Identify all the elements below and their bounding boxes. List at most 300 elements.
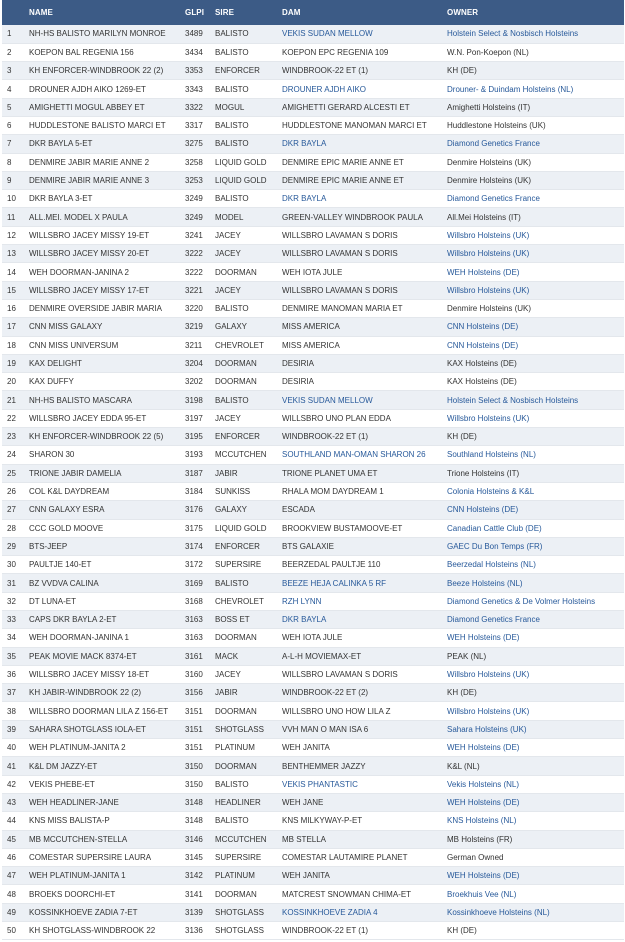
cell-dam: ESCADA — [278, 501, 443, 519]
cell-dam[interactable]: VEKIS SUDAN MELLOW — [278, 391, 443, 409]
cell-dam: DENMIRE EPIC MARIE ANNE ET — [278, 171, 443, 189]
cell-sire: SHOTGLASS — [211, 903, 278, 921]
cell-glpi: 3150 — [181, 757, 211, 775]
cell-name: DT LUNA-ET — [25, 592, 181, 610]
cell-rank: 20 — [2, 373, 25, 391]
cell-name: WILLSBRO JACEY MISSY 19-ET — [25, 226, 181, 244]
table-row — [2, 537, 624, 555]
cell-sire: BALISTO — [211, 116, 278, 134]
cell-dam: WINDBROOK-22 ET (1) — [278, 922, 443, 940]
cell-name: BTS-JEEP — [25, 537, 181, 555]
cell-dam: WILLSBRO UNO PLAN EDDA — [278, 409, 443, 427]
cell-rank: 11 — [2, 208, 25, 226]
cell-name: KNS MISS BALISTA-P — [25, 812, 181, 830]
cell-glpi: 3163 — [181, 611, 211, 629]
cell-name: WILLSBRO JACEY MISSY 17-ET — [25, 281, 181, 299]
cell-rank: 21 — [2, 391, 25, 409]
cell-owner[interactable]: Beeze Holsteins (NL) — [443, 574, 624, 592]
cell-rank: 48 — [2, 885, 25, 903]
cell-dam[interactable]: DKR BAYLA — [278, 611, 443, 629]
cell-dam[interactable]: DKR BAYLA — [278, 135, 443, 153]
table-row — [2, 446, 624, 464]
cell-sire: DOORMAN — [211, 757, 278, 775]
cell-dam: WEH JANITA — [278, 867, 443, 885]
cell-sire: SUNKISS — [211, 482, 278, 500]
cell-dam: WEH IOTA JULE — [278, 629, 443, 647]
cell-rank: 49 — [2, 903, 25, 921]
cell-glpi: 3220 — [181, 299, 211, 317]
table-row — [2, 190, 624, 208]
cell-sire: ENFORCER — [211, 537, 278, 555]
cell-owner: KH (DE) — [443, 428, 624, 446]
cell-owner: Huddlestone Holsteins (UK) — [443, 116, 624, 134]
cell-owner[interactable]: WEH Holsteins (DE) — [443, 867, 624, 885]
cell-glpi: 3169 — [181, 574, 211, 592]
cell-glpi: 3160 — [181, 665, 211, 683]
cell-rank: 10 — [2, 190, 25, 208]
cell-owner[interactable]: WEH Holsteins (DE) — [443, 263, 624, 281]
header-dam[interactable]: DAM — [282, 8, 301, 17]
cell-glpi: 3151 — [181, 720, 211, 738]
cell-rank: 29 — [2, 537, 25, 555]
cell-sire: BOSS ET — [211, 611, 278, 629]
cell-sire: BALISTO — [211, 135, 278, 153]
table-row — [2, 519, 624, 537]
cell-dam: RHALA MOM DAYDREAM 1 — [278, 482, 443, 500]
cell-dam: WEH IOTA JULE — [278, 263, 443, 281]
cell-sire: GALAXY — [211, 501, 278, 519]
table-row — [2, 793, 624, 811]
cell-sire: CHEVROLET — [211, 592, 278, 610]
table-row — [2, 665, 624, 683]
cell-owner[interactable]: WEH Holsteins (DE) — [443, 793, 624, 811]
cell-rank: 43 — [2, 793, 25, 811]
cell-dam: DESIRIA — [278, 354, 443, 372]
cell-owner[interactable]: Willsbro Holsteins (UK) — [443, 245, 624, 263]
cell-owner[interactable]: Broekhuis Vee (NL) — [443, 885, 624, 903]
cell-owner: K&L (NL) — [443, 757, 624, 775]
cell-name: BROEKS DOORCHI-ET — [25, 885, 181, 903]
cell-owner[interactable]: Willsbro Holsteins (UK) — [443, 281, 624, 299]
cell-name: KAX DELIGHT — [25, 354, 181, 372]
cell-dam: WILLSBRO UNO HOW LILA Z — [278, 702, 443, 720]
cell-rank: 45 — [2, 830, 25, 848]
header-name[interactable]: NAME — [29, 8, 53, 17]
cell-dam: WILLSBRO LAVAMAN S DORIS — [278, 226, 443, 244]
cell-rank: 27 — [2, 501, 25, 519]
cell-name: WEH PLATINUM-JANITA 2 — [25, 739, 181, 757]
table-row — [2, 98, 624, 116]
table-row — [2, 25, 624, 43]
table-row — [2, 62, 624, 80]
cell-dam: MATCREST SNOWMAN CHIMA-ET — [278, 885, 443, 903]
header-owner[interactable]: OWNER — [447, 8, 479, 17]
table-row — [2, 135, 624, 153]
cell-glpi: 3204 — [181, 354, 211, 372]
cell-glpi: 3221 — [181, 281, 211, 299]
table-row — [2, 757, 624, 775]
cell-owner[interactable]: Sahara Holsteins (UK) — [443, 720, 624, 738]
cell-glpi: 3148 — [181, 812, 211, 830]
cell-name: KH ENFORCER-WINDBROOK 22 (5) — [25, 428, 181, 446]
table-row — [2, 922, 624, 940]
cell-sire: MACK — [211, 647, 278, 665]
header-glpi[interactable]: GLPI — [185, 8, 205, 17]
cell-rank: 46 — [2, 848, 25, 866]
cell-rank: 36 — [2, 665, 25, 683]
cell-rank: 5 — [2, 98, 25, 116]
cell-rank: 24 — [2, 446, 25, 464]
cell-dam: VVH MAN O MAN ISA 6 — [278, 720, 443, 738]
cell-glpi: 3198 — [181, 391, 211, 409]
cell-rank: 3 — [2, 62, 25, 80]
cell-name: DROUNER AJDH AIKO 1269-ET — [25, 80, 181, 98]
table-row — [2, 684, 624, 702]
table-row — [2, 336, 624, 354]
cell-glpi: 3211 — [181, 336, 211, 354]
cell-dam: BTS GALAXIE — [278, 537, 443, 555]
cell-sire: JACEY — [211, 226, 278, 244]
cell-glpi: 3317 — [181, 116, 211, 134]
cell-rank: 17 — [2, 318, 25, 336]
cell-glpi: 3219 — [181, 318, 211, 336]
table-row — [2, 482, 624, 500]
cell-name: BZ VVDVA CALINA — [25, 574, 181, 592]
cell-name: ALL.MEI. MODEL X PAULA — [25, 208, 181, 226]
cell-sire: BALISTO — [211, 80, 278, 98]
cell-name: AMIGHETTI MOGUL ABBEY ET — [25, 98, 181, 116]
cell-name: SAHARA SHOTGLASS IOLA-ET — [25, 720, 181, 738]
cell-owner[interactable]: GAEC Du Bon Temps (FR) — [443, 537, 624, 555]
cell-dam[interactable]: VEKIS SUDAN MELLOW — [278, 25, 443, 43]
cell-name: CAPS DKR BAYLA 2-ET — [25, 611, 181, 629]
table-row — [2, 611, 624, 629]
cell-rank: 9 — [2, 171, 25, 189]
cell-owner[interactable]: Diamond Genetics & De Volmer Holsteins — [443, 592, 624, 610]
cell-rank: 34 — [2, 629, 25, 647]
cell-name: PEAK MOVIE MACK 8374-ET — [25, 647, 181, 665]
cell-rank: 2 — [2, 43, 25, 61]
cell-sire: SHOTGLASS — [211, 720, 278, 738]
cell-rank: 42 — [2, 775, 25, 793]
cell-sire: DOORMAN — [211, 373, 278, 391]
cell-owner[interactable]: Colonia Holsteins & K&L — [443, 482, 624, 500]
cell-name: COL K&L DAYDREAM — [25, 482, 181, 500]
cell-glpi: 3222 — [181, 263, 211, 281]
cell-owner[interactable]: KNS Holsteins (NL) — [443, 812, 624, 830]
table-body — [2, 25, 624, 940]
table-header — [2, 0, 624, 25]
cell-name: WILLSBRO JACEY EDDA 95-ET — [25, 409, 181, 427]
cell-glpi: 3193 — [181, 446, 211, 464]
cell-name: MB MCCUTCHEN-STELLA — [25, 830, 181, 848]
cell-sire: LIQUID GOLD — [211, 153, 278, 171]
cell-owner[interactable]: Willsbro Holsteins (UK) — [443, 409, 624, 427]
cell-rank: 25 — [2, 464, 25, 482]
cell-sire: DOORMAN — [211, 354, 278, 372]
cell-sire: MCCUTCHEN — [211, 446, 278, 464]
cell-rank: 37 — [2, 684, 25, 702]
table-row — [2, 775, 624, 793]
cell-sire: HEADLINER — [211, 793, 278, 811]
cell-glpi: 3489 — [181, 25, 211, 43]
cell-dam: AMIGHETTI GERARD ALCESTI ET — [278, 98, 443, 116]
cell-name: DKR BAYLA 3-ET — [25, 190, 181, 208]
table-row — [2, 318, 624, 336]
cell-dam: BEERZEDAL PAULTJE 110 — [278, 556, 443, 574]
cell-dam[interactable]: DROUNER AJDH AIKO — [278, 80, 443, 98]
cell-dam: HUDDLESTONE MANOMAN MARCI ET — [278, 116, 443, 134]
cell-owner[interactable]: Beerzedal Holsteins (NL) — [443, 556, 624, 574]
cell-sire: MCCUTCHEN — [211, 830, 278, 848]
cell-rank: 39 — [2, 720, 25, 738]
cell-sire: SHOTGLASS — [211, 922, 278, 940]
cell-name: CNN MISS UNIVERSUM — [25, 336, 181, 354]
cell-glpi: 3141 — [181, 885, 211, 903]
cell-dam[interactable]: KOSSINKHOEVE ZADIA 4 — [278, 903, 443, 921]
cell-name: KOSSINKHOEVE ZADIA 7-ET — [25, 903, 181, 921]
cell-dam: DENMIRE MANOMAN MARIA ET — [278, 299, 443, 317]
table-row — [2, 592, 624, 610]
table-row — [2, 208, 624, 226]
cell-rank: 44 — [2, 812, 25, 830]
cell-dam: WINDBROOK-22 ET (2) — [278, 684, 443, 702]
cell-dam: WINDBROOK-22 ET (1) — [278, 428, 443, 446]
cell-rank: 28 — [2, 519, 25, 537]
ranking-table — [2, 0, 624, 940]
cell-name: DENMIRE OVERSIDE JABIR MARIA — [25, 299, 181, 317]
cell-owner: All.Mei Holsteins (IT) — [443, 208, 624, 226]
table-row — [2, 299, 624, 317]
cell-name: KH SHOTGLASS-WINDBROOK 22 — [25, 922, 181, 940]
cell-dam: KOEPON EPC REGENIA 109 — [278, 43, 443, 61]
cell-sire: SUPERSIRE — [211, 848, 278, 866]
table-row — [2, 556, 624, 574]
cell-owner[interactable]: Canadian Cattle Club (DE) — [443, 519, 624, 537]
cell-name: CNN MISS GALAXY — [25, 318, 181, 336]
cell-name: KOEPON BAL REGENIA 156 — [25, 43, 181, 61]
cell-name: NH-HS BALISTO MASCARA — [25, 391, 181, 409]
cell-owner[interactable]: Holstein Select & Nosbisch Holsteins — [443, 25, 624, 43]
cell-sire: JACEY — [211, 409, 278, 427]
table-row — [2, 391, 624, 409]
cell-owner[interactable]: Diamond Genetics France — [443, 190, 624, 208]
cell-glpi: 3174 — [181, 537, 211, 555]
cell-name: NH-HS BALISTO MARILYN MONROE — [25, 25, 181, 43]
cell-owner[interactable]: WEH Holsteins (DE) — [443, 739, 624, 757]
cell-name: KH JABIR-WINDBROOK 22 (2) — [25, 684, 181, 702]
cell-glpi: 3156 — [181, 684, 211, 702]
cell-sire: DOORMAN — [211, 885, 278, 903]
cell-owner[interactable]: Willsbro Holsteins (UK) — [443, 702, 624, 720]
cell-dam[interactable]: DKR BAYLA — [278, 190, 443, 208]
cell-owner[interactable]: Diamond Genetics France — [443, 135, 624, 153]
cell-dam: WILLSBRO LAVAMAN S DORIS — [278, 245, 443, 263]
cell-rank: 22 — [2, 409, 25, 427]
cell-owner: Denmire Holsteins (UK) — [443, 153, 624, 171]
cell-rank: 19 — [2, 354, 25, 372]
cell-owner: German Owned — [443, 848, 624, 866]
cell-dam: WILLSBRO LAVAMAN S DORIS — [278, 281, 443, 299]
table-row — [2, 702, 624, 720]
cell-name: WILLSBRO DOORMAN LILA Z 156-ET — [25, 702, 181, 720]
cell-rank: 23 — [2, 428, 25, 446]
cell-rank: 32 — [2, 592, 25, 610]
cell-owner[interactable]: Willsbro Holsteins (UK) — [443, 665, 624, 683]
cell-glpi: 3172 — [181, 556, 211, 574]
cell-dam[interactable]: SOUTHLAND MAN-OMAN SHARON 26 — [278, 446, 443, 464]
cell-glpi: 3249 — [181, 190, 211, 208]
cell-owner: MB Holsteins (FR) — [443, 830, 624, 848]
cell-name: WEH DOORMAN-JANINA 1 — [25, 629, 181, 647]
cell-glpi: 3343 — [181, 80, 211, 98]
cell-owner[interactable]: Holstein Select & Nosbisch Holsteins — [443, 391, 624, 409]
cell-dam: MISS AMERICA — [278, 318, 443, 336]
table-row — [2, 885, 624, 903]
cell-sire: BALISTO — [211, 574, 278, 592]
cell-sire: BALISTO — [211, 25, 278, 43]
cell-sire: DOORMAN — [211, 263, 278, 281]
table-row — [2, 574, 624, 592]
cell-sire: BALISTO — [211, 43, 278, 61]
cell-rank: 33 — [2, 611, 25, 629]
cell-name: WEH HEADLINER-JANE — [25, 793, 181, 811]
cell-owner: KH (DE) — [443, 684, 624, 702]
cell-dam: WEH JANE — [278, 793, 443, 811]
table-row — [2, 647, 624, 665]
cell-rank: 30 — [2, 556, 25, 574]
cell-name: CCC GOLD MOOVE — [25, 519, 181, 537]
cell-glpi: 3353 — [181, 62, 211, 80]
cell-sire: CHEVROLET — [211, 336, 278, 354]
cell-dam: WEH JANITA — [278, 739, 443, 757]
table-row — [2, 409, 624, 427]
cell-rank: 31 — [2, 574, 25, 592]
cell-glpi: 3151 — [181, 739, 211, 757]
cell-owner: Trione Holsteins (IT) — [443, 464, 624, 482]
cell-rank: 47 — [2, 867, 25, 885]
cell-name: DKR BAYLA 5-ET — [25, 135, 181, 153]
cell-owner[interactable]: Vekis Holsteins (NL) — [443, 775, 624, 793]
cell-dam: TRIONE PLANET UMA ET — [278, 464, 443, 482]
cell-owner[interactable]: CNN Holsteins (DE) — [443, 501, 624, 519]
cell-owner[interactable]: Willsbro Holsteins (UK) — [443, 226, 624, 244]
cell-glpi: 3322 — [181, 98, 211, 116]
cell-dam: MISS AMERICA — [278, 336, 443, 354]
cell-name: KH ENFORCER-WINDBROOK 22 (2) — [25, 62, 181, 80]
cell-dam: DENMIRE EPIC MARIE ANNE ET — [278, 153, 443, 171]
cell-sire: BALISTO — [211, 299, 278, 317]
cell-sire: JACEY — [211, 245, 278, 263]
cell-glpi: 3241 — [181, 226, 211, 244]
table-row — [2, 153, 624, 171]
cell-dam: DESIRIA — [278, 373, 443, 391]
cell-owner: Amighetti Holsteins (IT) — [443, 98, 624, 116]
cell-sire: BALISTO — [211, 775, 278, 793]
cell-dam: GREEN-VALLEY WINDBROOK PAULA — [278, 208, 443, 226]
cell-owner[interactable]: Kossinkhoeve Holsteins (NL) — [443, 903, 624, 921]
cell-name: WILLSBRO JACEY MISSY 18-ET — [25, 665, 181, 683]
cell-rank: 7 — [2, 135, 25, 153]
cell-rank: 18 — [2, 336, 25, 354]
cell-owner[interactable]: WEH Holsteins (DE) — [443, 629, 624, 647]
cell-dam[interactable]: VEKIS PHANTASTIC — [278, 775, 443, 793]
cell-sire: JACEY — [211, 665, 278, 683]
header-rank — [2, 0, 25, 25]
cell-dam: COMESTAR LAUTAMIRE PLANET — [278, 848, 443, 866]
cell-glpi: 3142 — [181, 867, 211, 885]
cell-dam: KNS MILKYWAY-P-ET — [278, 812, 443, 830]
table-row — [2, 903, 624, 921]
cell-rank: 14 — [2, 263, 25, 281]
cell-sire: MOGUL — [211, 98, 278, 116]
cell-sire: LIQUID GOLD — [211, 519, 278, 537]
cell-name: SHARON 30 — [25, 446, 181, 464]
cell-rank: 1 — [2, 25, 25, 43]
cell-glpi: 3145 — [181, 848, 211, 866]
cell-rank: 40 — [2, 739, 25, 757]
cell-sire: JABIR — [211, 464, 278, 482]
cell-glpi: 3253 — [181, 171, 211, 189]
cell-owner: KH (DE) — [443, 62, 624, 80]
cell-rank: 12 — [2, 226, 25, 244]
cell-glpi: 3139 — [181, 903, 211, 921]
cell-sire: GALAXY — [211, 318, 278, 336]
cell-rank: 35 — [2, 647, 25, 665]
cell-sire: DOORMAN — [211, 629, 278, 647]
cell-rank: 50 — [2, 922, 25, 940]
table-row — [2, 263, 624, 281]
table-row — [2, 43, 624, 61]
cell-sire: DOORMAN — [211, 702, 278, 720]
cell-owner[interactable]: Diamond Genetics France — [443, 611, 624, 629]
cell-sire: ENFORCER — [211, 62, 278, 80]
cell-glpi: 3184 — [181, 482, 211, 500]
table-row — [2, 281, 624, 299]
cell-dam[interactable]: BEEZE HEJA CALINKA 5 RF — [278, 574, 443, 592]
cell-name: DENMIRE JABIR MARIE ANNE 2 — [25, 153, 181, 171]
cell-owner: KAX Holsteins (DE) — [443, 354, 624, 372]
cell-dam: WILLSBRO LAVAMAN S DORIS — [278, 665, 443, 683]
cell-glpi: 3249 — [181, 208, 211, 226]
cell-owner[interactable]: Southland Holsteins (NL) — [443, 446, 624, 464]
cell-dam: BENTHEMMER JAZZY — [278, 757, 443, 775]
cell-sire: BALISTO — [211, 190, 278, 208]
cell-rank: 13 — [2, 245, 25, 263]
cell-rank: 6 — [2, 116, 25, 134]
cell-owner[interactable]: CNN Holsteins (DE) — [443, 336, 624, 354]
cell-name: DENMIRE JABIR MARIE ANNE 3 — [25, 171, 181, 189]
cell-sire: ENFORCER — [211, 428, 278, 446]
header-sire[interactable]: SIRE — [215, 8, 235, 17]
cell-glpi: 3202 — [181, 373, 211, 391]
cell-owner[interactable]: Drouner- & Duindam Holsteins (NL) — [443, 80, 624, 98]
cell-owner[interactable]: CNN Holsteins (DE) — [443, 318, 624, 336]
cell-name: VEKIS PHEBE-ET — [25, 775, 181, 793]
cell-glpi: 3187 — [181, 464, 211, 482]
cell-owner: Denmire Holsteins (UK) — [443, 299, 624, 317]
cell-dam[interactable]: RZH LYNN — [278, 592, 443, 610]
table-row — [2, 720, 624, 738]
cell-owner: Denmire Holsteins (UK) — [443, 171, 624, 189]
cell-rank: 4 — [2, 80, 25, 98]
cell-glpi: 3148 — [181, 793, 211, 811]
cell-owner: KH (DE) — [443, 922, 624, 940]
cell-glpi: 3168 — [181, 592, 211, 610]
cell-sire: PLATINUM — [211, 739, 278, 757]
table-row — [2, 629, 624, 647]
cell-name: TRIONE JABIR DAMELIA — [25, 464, 181, 482]
